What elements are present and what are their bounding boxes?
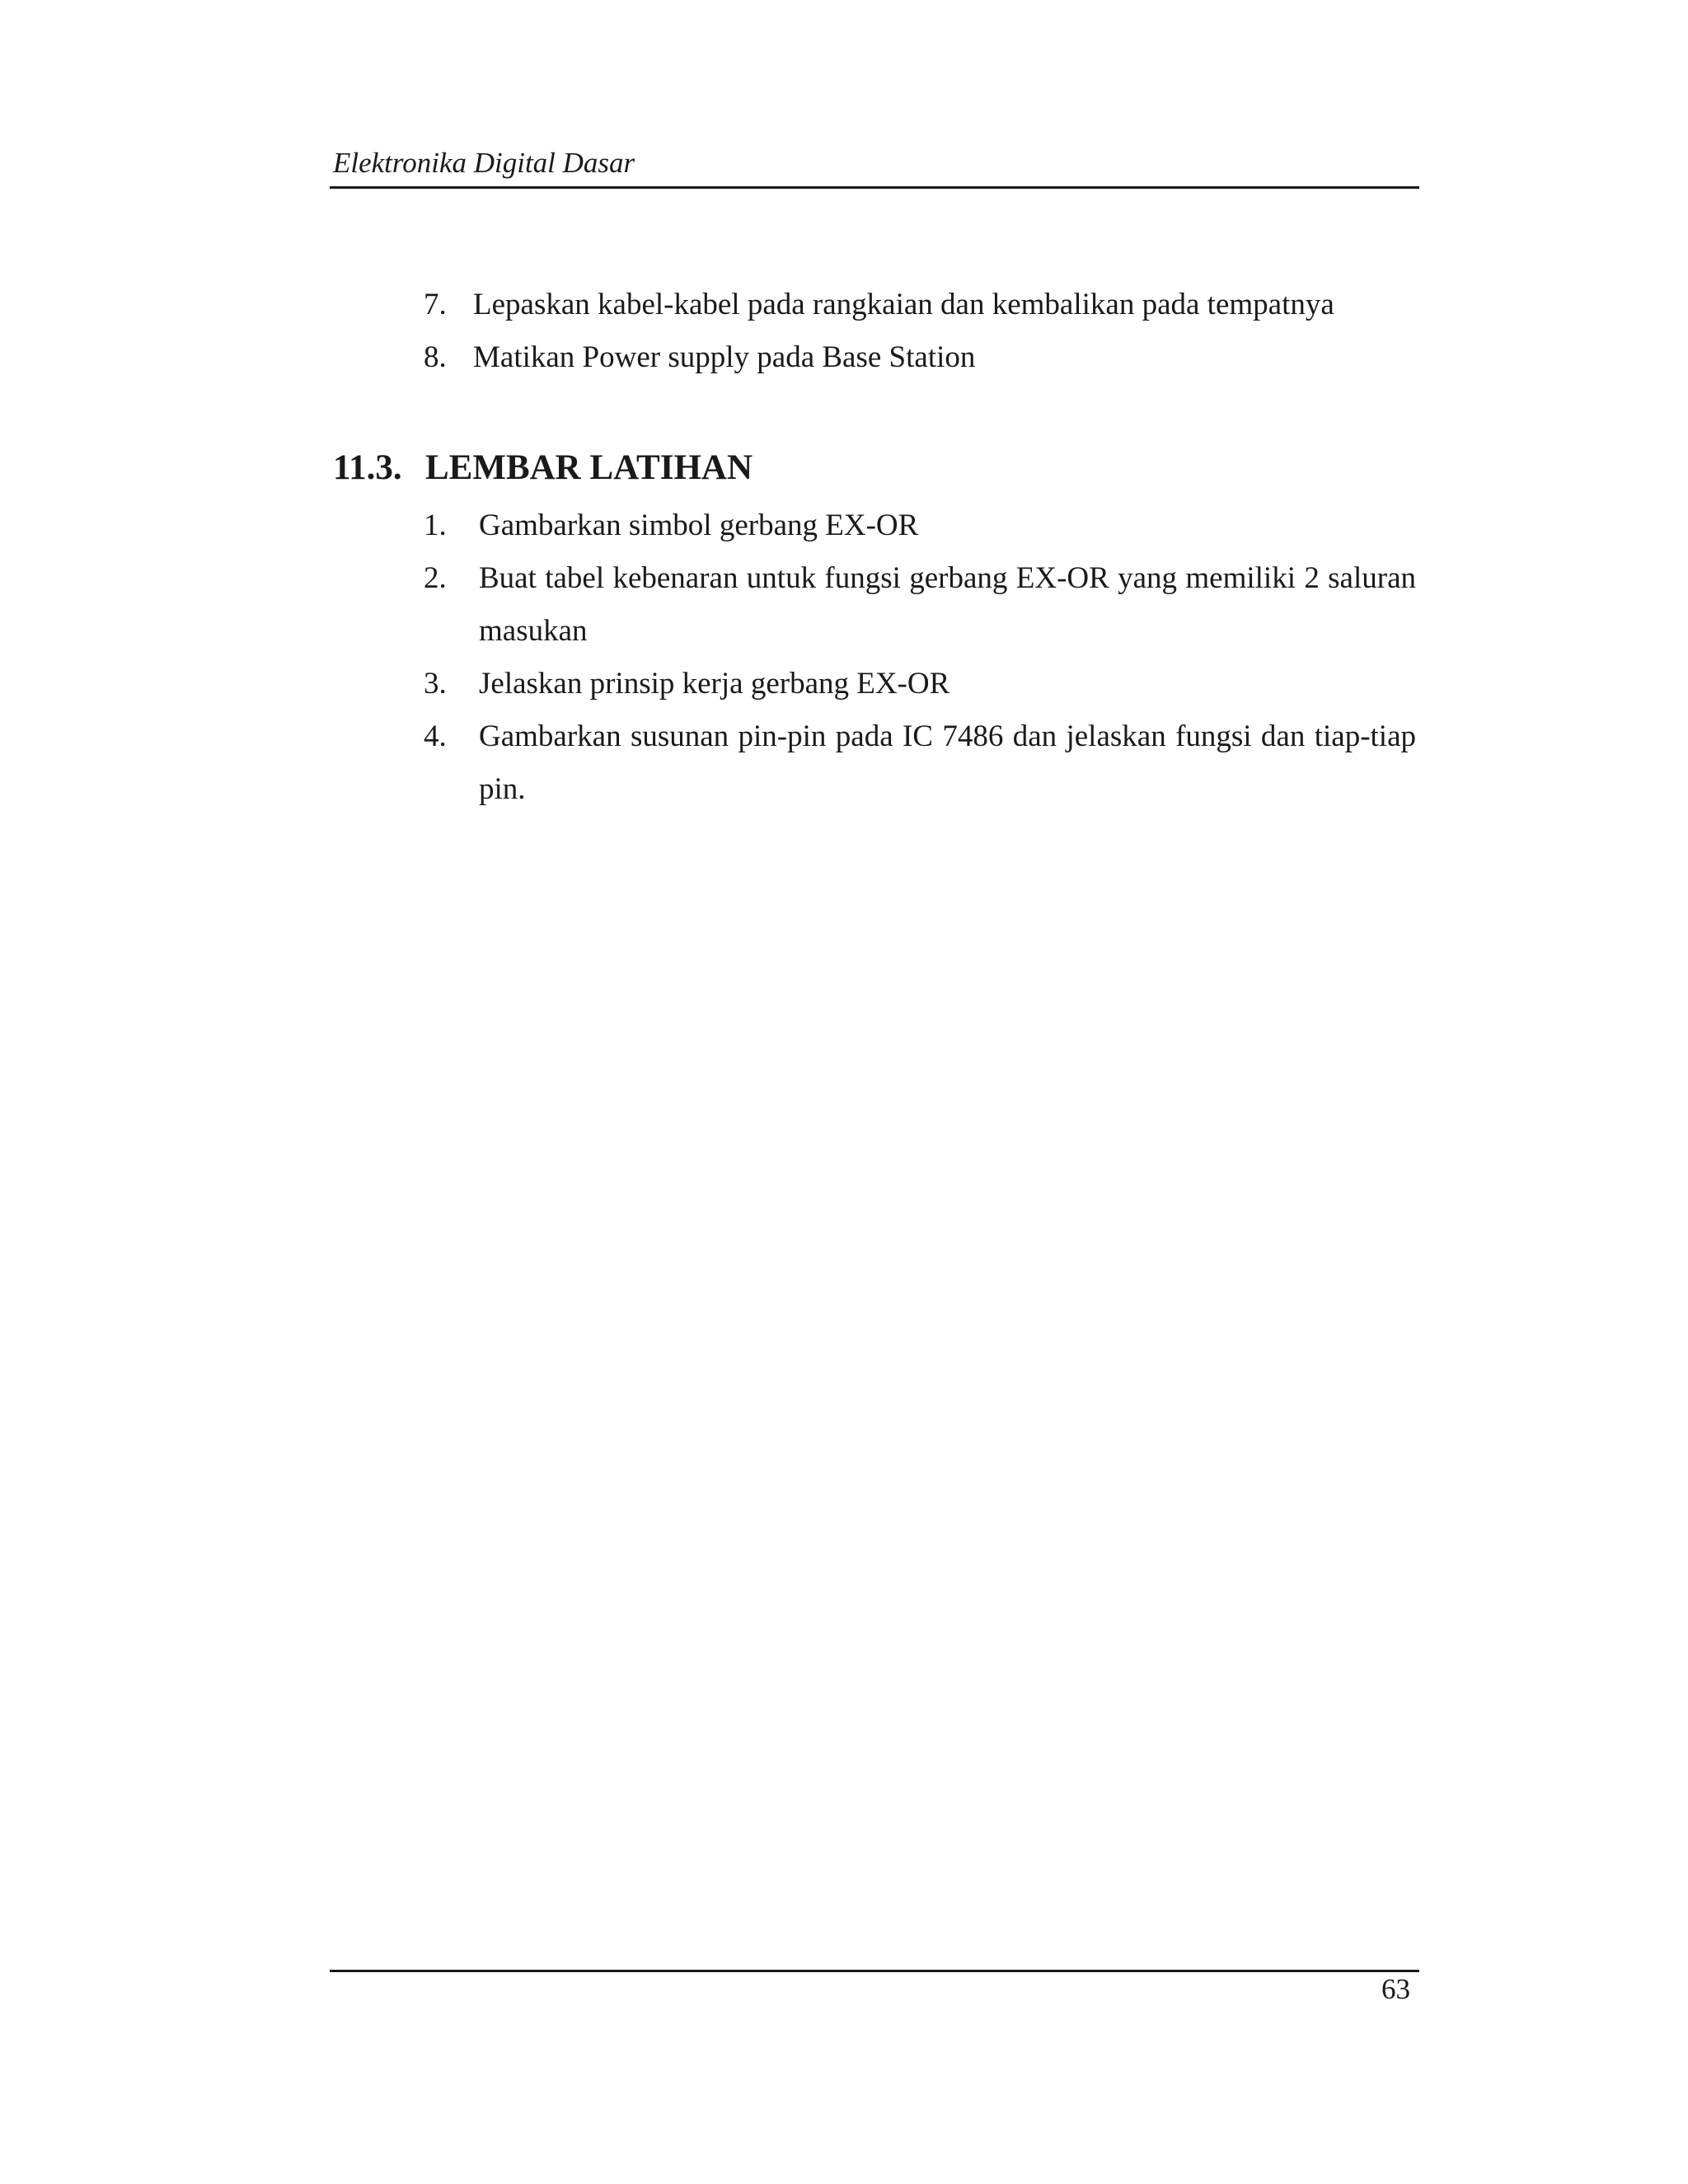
list-item: [424, 279, 1334, 331]
list-item-number: 1.: [424, 509, 447, 542]
list-item-text: Gambarkan susunan pin-pin pada IC 7486 dan jelaskan fungsi dan tiap-tiap pin.: [479, 719, 1416, 806]
footer-divider: [330, 1970, 1419, 1972]
list-item: [424, 658, 1416, 710]
procedure-steps-list: [424, 279, 1334, 384]
section-number: 11.3.: [333, 448, 402, 487]
list-item: [424, 710, 1416, 816]
list-item: [424, 331, 1334, 384]
list-item-text: Gambarkan simbol gerbang EX-OR: [479, 509, 919, 542]
list-item-number: 4.: [424, 719, 447, 753]
list-item-text: Matikan Power supply pada Base Station: [473, 340, 976, 374]
running-header-title: Elektronika Digital Dasar: [333, 147, 635, 179]
list-item: [424, 552, 1416, 658]
exercise-list: [424, 499, 1416, 816]
list-item-number: 3.: [424, 667, 447, 701]
section-title: LEMBAR LATIHAN: [425, 448, 753, 487]
page-number: 63: [1381, 1973, 1410, 2005]
list-item: [424, 499, 1416, 552]
list-item-number: 8.: [424, 340, 447, 374]
list-item-text: Buat tabel kebenaran untuk fungsi gerbang EX-OR yang memiliki 2 saluran masukan: [479, 561, 1416, 648]
list-item-text: Lepaskan kabel-kabel pada rangkaian dan kembalikan pada tempatnya: [473, 288, 1334, 321]
section-heading: [333, 442, 753, 494]
list-item-number: 7.: [424, 288, 447, 321]
header-divider: [330, 186, 1419, 189]
list-item-number: 2.: [424, 561, 447, 595]
list-item-text: Jelaskan prinsip kerja gerbang EX-OR: [479, 667, 950, 701]
